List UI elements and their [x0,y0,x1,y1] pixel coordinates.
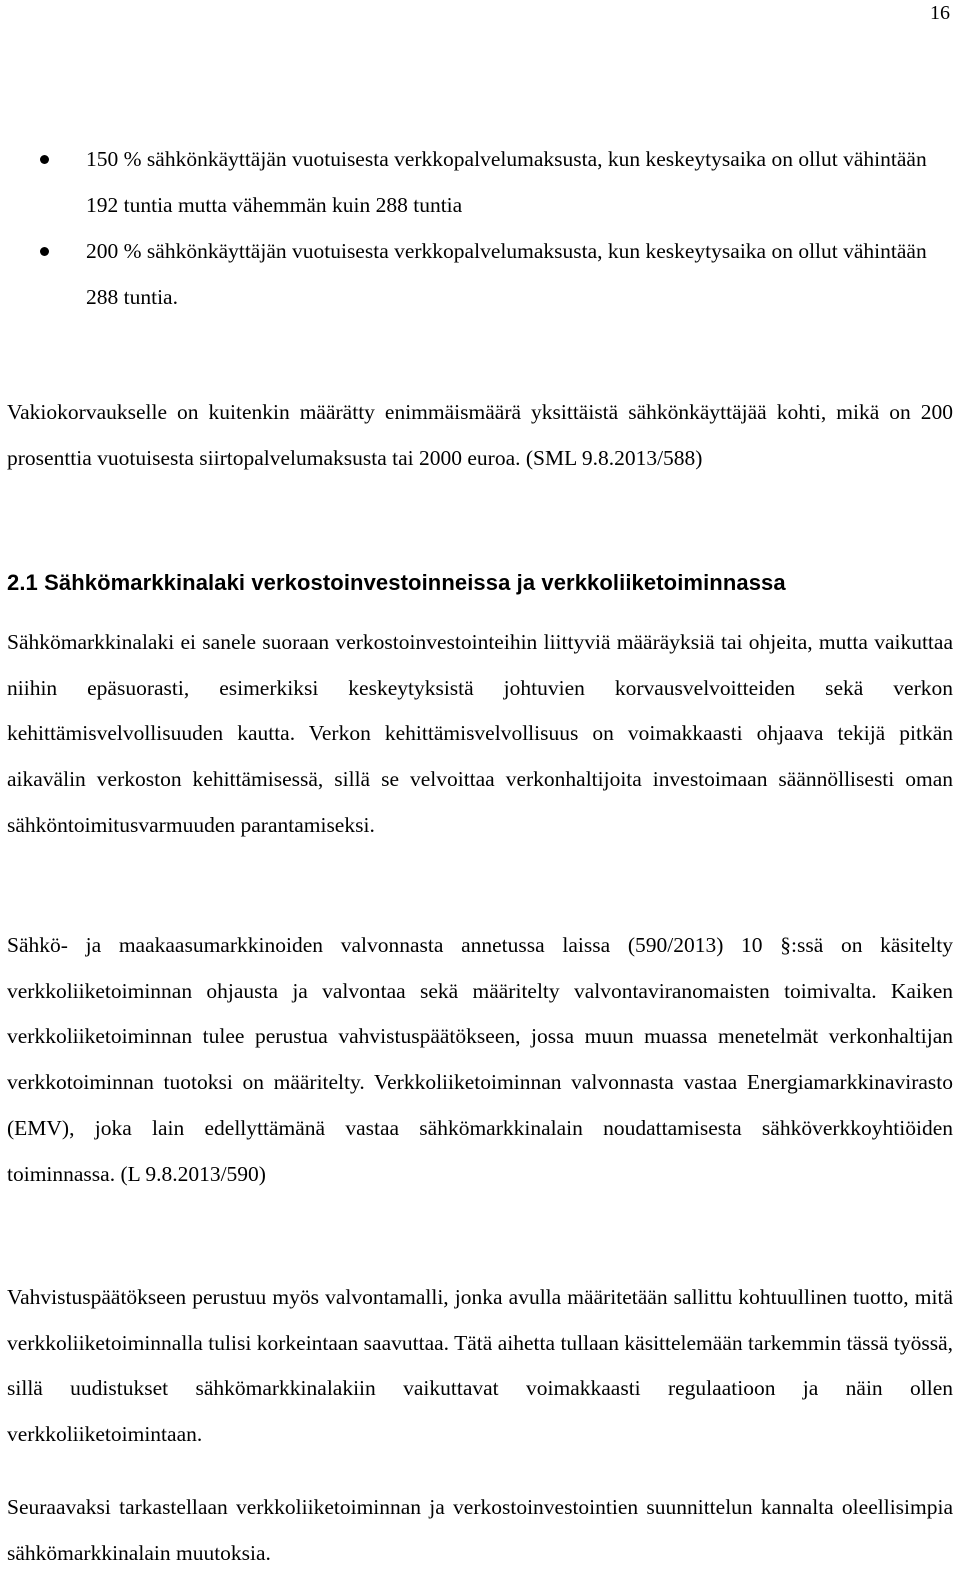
bullet-list [0,136,960,320]
paragraph-next-section: Seuraavaksi tarkastellaan verkkoliiketoiminnan ja verkostoinvestointien suunnittelun kannalta oleellisimpia sähkömarkkinalain muutoksia. [7,1495,953,1565]
paragraph-market-law: Sähkömarkkinalaki ei sanele suoraan verkostoinvestointeihin liittyviä määräyksiä tai ohjeita, mutta vaikuttaa niihin epäsuorasti, esimerkiksi keskeytyksistä johtuvien korvausvelvoitteiden sekä verkon kehittämisvelvollisuuden kautta. Verkon kehittämisvelvollisuus on voimakkaasti ohjaava tekijä pitkän aikavälin verkoston kehittämisessä, sillä se velvoittaa verkonhaltijoita investoimaan säännöllisesti oman sähköntoimitusvarmuuden parantamiseksi. [7,630,953,837]
paragraph-compensation-limit: Vakiokorvaukselle on kuitenkin määrätty enimmäismäärä yksittäistä sähkönkäyttäjää kohti, mikä on 200 prosenttia vuotuisesta siirtopalvelumaksusta tai 2000 euroa. (SML 9.8.2013/588) [7,400,953,470]
paragraph-regulation-model: Vahvistuspäätökseen perustuu myös valvontamalli, jonka avulla määritetään sallittu kohtuullinen tuotto, mitä verkkoliiketoiminnalla tulisi korkeintaan saavuttaa. Tätä aihetta tullaan käsittelemään tarkemmin tässä työssä, sillä uudistukset sähkömarkkinalakiin vaikuttavat voimakkaasti regulaatioon ja näin ollen verkkoliiketoimintaan. [7,1285,953,1447]
bullet-icon [40,155,49,164]
page-number: 16 [930,2,950,24]
list-item-text: 150 % sähkönkäyttäjän vuotuisesta verkkopalvelumaksusta, kun keskeytysaika on ollut vähintään 192 tuntia mutta vähemmän kuin 288 tuntia [86,147,927,217]
list-item-text: 200 % sähkönkäyttäjän vuotuisesta verkkopalvelumaksusta, kun keskeytysaika on ollut vähintään 288 tuntia. [86,239,927,309]
section-heading: 2.1 Sähkömarkkinalaki verkostoinvestoinneissa ja verkkoliiketoiminnassa [7,570,786,595]
list-item [0,228,954,320]
list-item [0,136,954,228]
paragraph-supervision: Sähkö- ja maakaasumarkkinoiden valvonnasta annetussa laissa (590/2013) 10 §:ssä on käsitelty verkkoliiketoiminnan ohjausta ja valvontaa sekä määritelty valvontaviranomaisten toimivalta. Kaiken verkkoliiketoiminnan tulee perustua vahvistuspäätökseen, jossa muun muassa menetelmät verkonhaltijan verkkotoiminnan tuotoksi on määritelty. Verkkoliiketoiminnan valvonnasta vastaa Energiamarkkinavirasto (EMV), joka lain edellyttämänä vastaa sähkömarkkinalain noudattamisesta sähköverkkoyhtiöiden toiminnassa. (L 9.8.2013/590) [7,933,953,1186]
bullet-icon [40,247,49,256]
